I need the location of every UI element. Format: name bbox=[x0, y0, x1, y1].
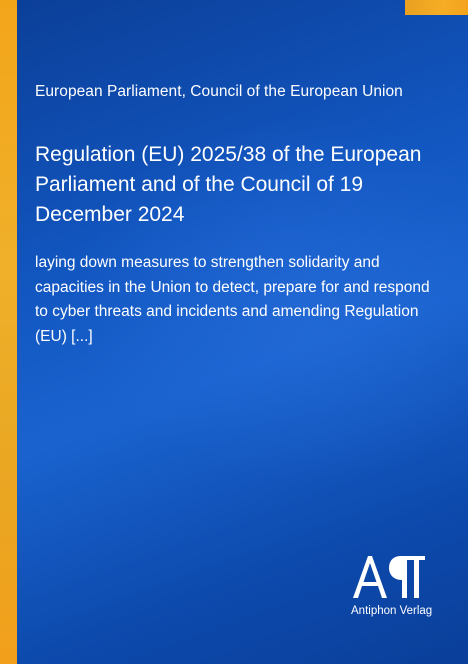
book-subtitle: laying down measures to strengthen solidarity and capacities in the Union to detect, prepare for and respond to cyber threats and incidents and amending Regulation (EU) [...] bbox=[35, 254, 430, 345]
left-accent-band bbox=[0, 0, 17, 664]
publisher-block bbox=[351, 552, 451, 618]
antiphon-logo-icon bbox=[351, 552, 427, 600]
book-title: Regulation (EU) 2025/38 of the European Parliament and of the Council of 19 December 2024 bbox=[35, 143, 422, 226]
top-accent-band bbox=[405, 0, 468, 15]
publisher-name: Antiphon Verlag bbox=[351, 605, 433, 617]
author-line: European Parliament, Council of the European Union bbox=[35, 83, 403, 100]
